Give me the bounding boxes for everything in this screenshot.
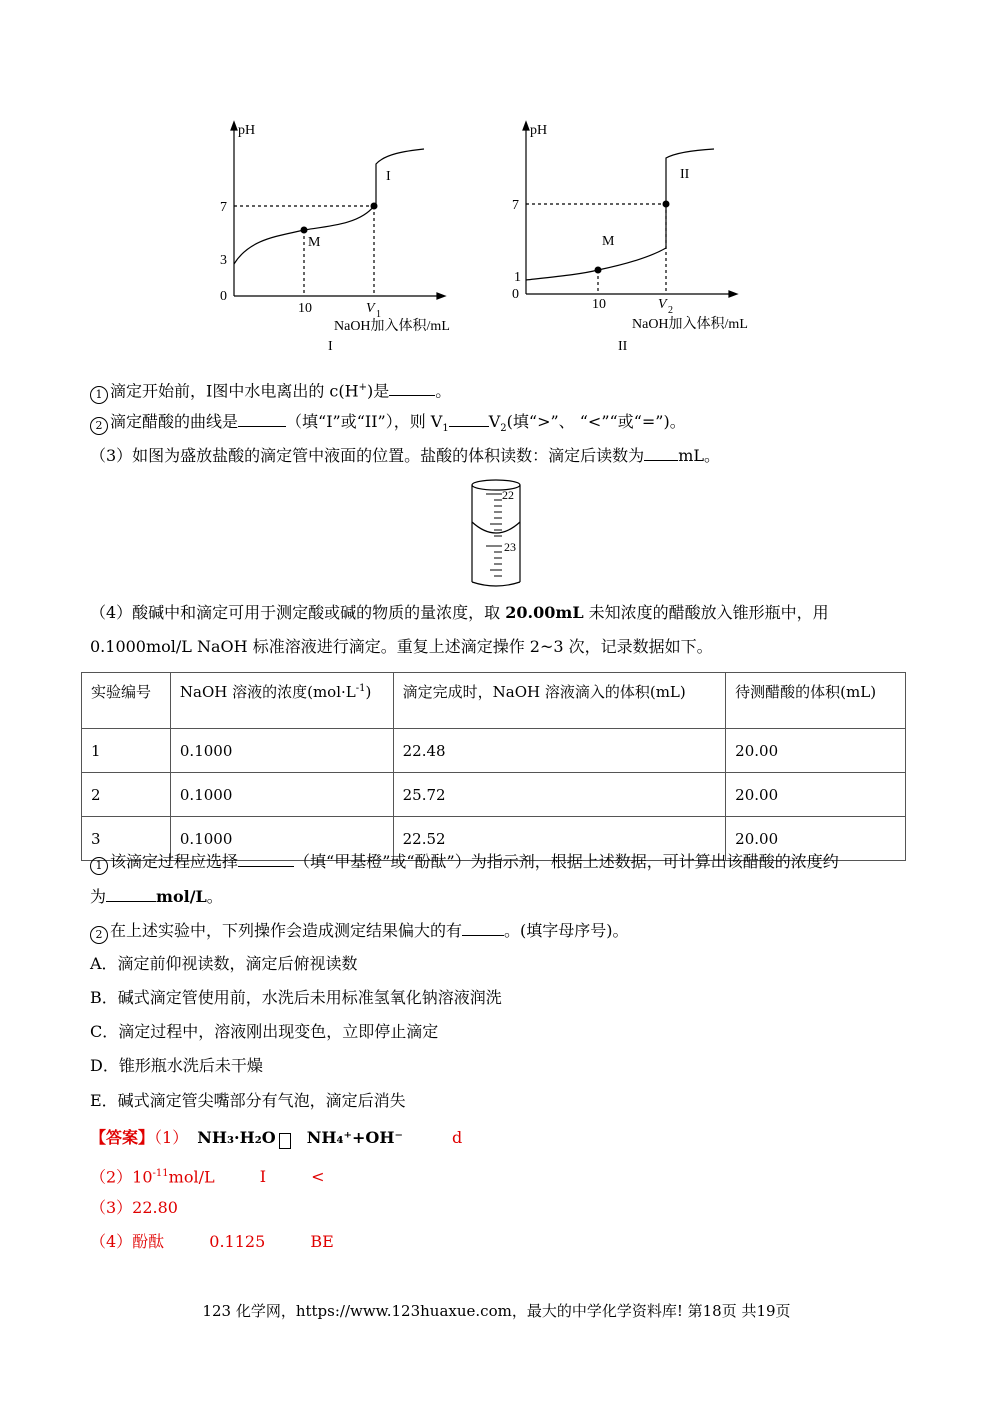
caption: I (328, 339, 333, 354)
table-row (82, 729, 906, 773)
answer-3: （3）22.80 (90, 1198, 178, 1217)
burette-bottom (472, 582, 520, 586)
answer-blank (462, 920, 504, 936)
table-cell: 25.72 (393, 773, 726, 817)
circled-number: 1 (90, 857, 108, 875)
y-label: pH (530, 123, 548, 138)
x-axis-arrow (729, 291, 737, 297)
equilibrium-symbol (279, 1133, 291, 1149)
answer-blank (106, 886, 156, 902)
answer-blank (389, 380, 435, 396)
formula-left: NH₃·H₂O (197, 1128, 276, 1147)
option-e: E．碱式滴定管尖嘴部分有气泡，滴定后消失 (90, 1091, 406, 1110)
label-curve: I (386, 169, 391, 184)
graph-ii (502, 118, 792, 358)
x-axis-arrow (437, 293, 445, 299)
table-cell: 20.00 (726, 729, 906, 773)
question-3: （3）如图为盛放盐酸的滴定管中液面的位置。盐酸的体积读数：滴定后读数为 mL。 (90, 446, 720, 465)
curve-i (234, 149, 424, 264)
table-row (82, 773, 906, 817)
option-d: D．锥形瓶水洗后未干燥 (90, 1056, 263, 1075)
tick-10: 10 (298, 301, 312, 316)
circled-number: 2 (90, 926, 108, 944)
table-cell: 0.1000 (170, 817, 393, 861)
y-axis-arrow (523, 122, 529, 130)
table-cell: 20.00 (726, 773, 906, 817)
header-cell: 滴定完成时，NaOH 溶液滴入的体积(mL) (393, 673, 726, 729)
formula-right: NH₄⁺+OH⁻ (306, 1128, 403, 1147)
table-cell: 20.00 (726, 817, 906, 861)
graph-i (210, 118, 500, 358)
table-cell: 0.1000 (170, 773, 393, 817)
table-cell: 0.1000 (170, 729, 393, 773)
option-a: A．滴定前仰视读数，滴定后俯视读数 (90, 954, 358, 973)
question-1-2: 2 滴定醋酸的曲线是 （填“I”或“II”），则 $V_1$ $V_2$(填“>”、 “<”“或“=”)。 (90, 411, 686, 439)
tick-10: 10 (592, 297, 606, 312)
header-cell: 实验编号 (82, 673, 171, 729)
table-cell: 22.48 (393, 729, 726, 773)
answer-blank (238, 411, 286, 427)
question-4-line2: 0.1000mol/L NaOH 标准溶液进行滴定。重复上述滴定操作 2~3 次，记录数据如下。 (90, 637, 713, 656)
x-label: NaOH加入体积/mL (632, 317, 748, 332)
label-m: M (602, 234, 615, 249)
data-table (81, 672, 906, 861)
tick-v: V (658, 297, 667, 312)
header-cell: NaOH 溶液的浓度$(mol\cdot L^{-1})$ (170, 673, 393, 729)
table-cell: 2 (82, 773, 171, 817)
y-axis-arrow (231, 122, 237, 130)
circled-number: 1 (90, 386, 108, 404)
option-c: C．滴定过程中，溶液刚出现变色，立即停止滴定 (90, 1022, 439, 1041)
question-4-1: 1 该滴定过程应选择 （填“甲基橙”或“酚酞”）为指示剂，根据上述数据，可计算出该醋酸的浓度约 (90, 851, 839, 875)
point-eq (663, 201, 670, 208)
point-m (301, 227, 308, 234)
label-curve: II (680, 167, 690, 182)
burette-diagram (466, 478, 526, 590)
tick-3: 3 (220, 253, 227, 268)
graduation-marks (486, 494, 502, 576)
x-label: NaOH加入体积/mL (334, 319, 450, 334)
mark-22: 22 (502, 488, 514, 502)
tick-7: 7 (512, 198, 519, 213)
table-cell: 3 (82, 817, 171, 861)
question-4-1-line2: 为 mol/L。 (90, 887, 223, 906)
label-m: M (308, 235, 321, 250)
answer-1: 【答案】（1） NH₃·H₂O NH₄⁺+OH⁻ d (90, 1128, 463, 1147)
tick-0: 0 (220, 289, 227, 304)
tick-v: V (366, 301, 375, 316)
header-cell: 待测醋酸的体积(mL) (726, 673, 906, 729)
option-b: B．碱式滴定管使用前，水洗后未用标准氢氧化钠溶液润洗 (90, 988, 502, 1007)
answer-2: $(2)10^{-11}mol/L$ I < (90, 1167, 325, 1187)
table-cell: 1 (82, 729, 171, 773)
question-4-2: 2 在上述实验中，下列操作会造成测定结果偏大的有 。(填字母序号)。 (90, 920, 629, 944)
circled-number: 2 (90, 417, 108, 435)
table-header-row (82, 673, 906, 729)
answer-label: 【答案】 (90, 1128, 155, 1147)
answer-blank (449, 411, 489, 427)
point-m (595, 267, 602, 274)
tick-1: 1 (514, 270, 521, 285)
caption: II (618, 339, 628, 354)
tick-0: 0 (512, 287, 519, 302)
answer-blank (238, 851, 294, 867)
question-1-1: 1 滴定开始前，I图中水电离出的 c(H+)是 。 (90, 378, 451, 404)
page-footer: 123 化学网，https://www.123huaxue.com，最大的中学化学资料库! 第18页 共19页 (202, 1302, 791, 1320)
y-label: pH (238, 123, 256, 138)
tick-7: 7 (220, 200, 227, 215)
answer-1-choice: d (451, 1128, 463, 1147)
answer-4: （4）酚酞 0.1125 BE (90, 1232, 334, 1251)
tick-v-sub: 1 (376, 309, 381, 320)
question-4-line1: （4）酸碱中和滴定可用于测定酸或碱的物质的量浓度，取 20.00mL 未知浓度的醋酸放入锥形瓶中，用 (90, 603, 829, 622)
mark-23: 23 (504, 540, 516, 554)
tick-v-sub: 2 (668, 305, 673, 316)
answer-blank (644, 445, 678, 461)
point-eq (371, 203, 378, 210)
table-cell: 22.52 (393, 817, 726, 861)
